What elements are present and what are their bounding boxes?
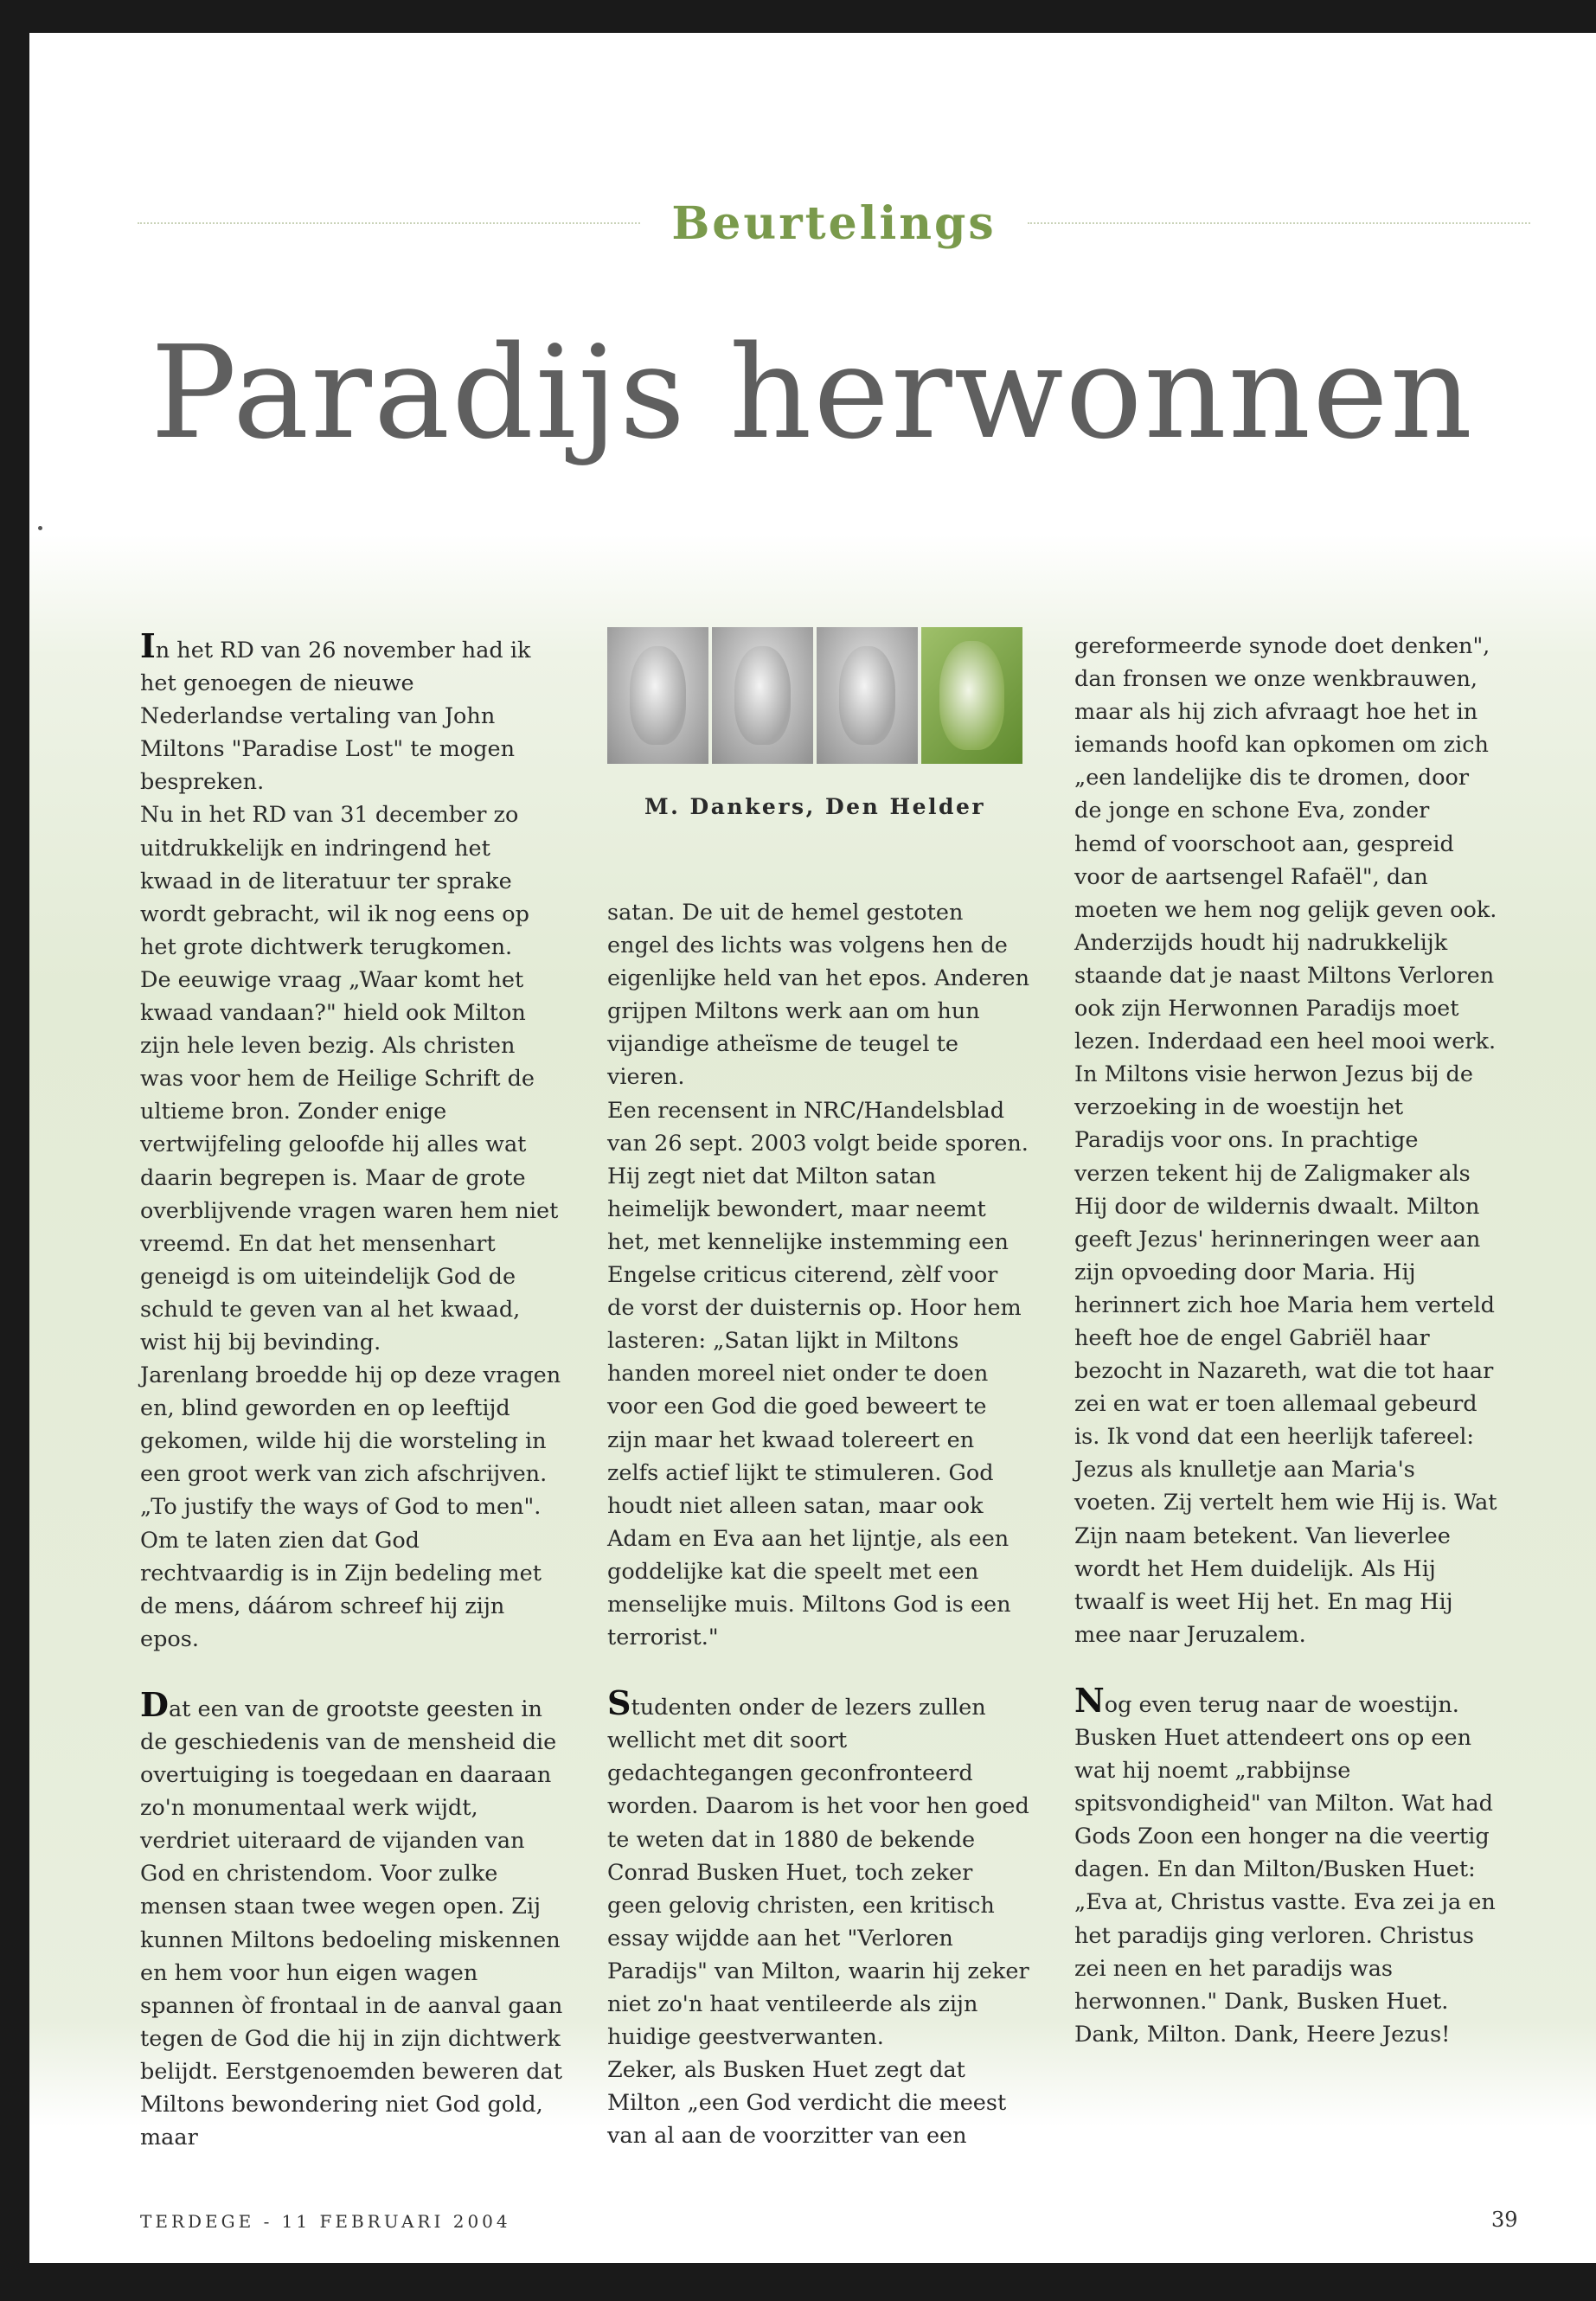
paragraph: In het RD van 26 november had ik het genoegen de nieuwe Nederlandse vertaling van John Miltons "Paradise Lost" te mogen bespreken.	[140, 626, 531, 796]
article-title: Paradijs herwonnen	[151, 318, 1475, 467]
section-kicker: Beurtelings	[671, 196, 997, 250]
paragraph: Nog even terug naar de woestijn. Busken Huet attendeert ons op een wat hij noemt „rabbijnse spitsvondigheid" van Milton. Wat had Gods Zoon een honger na die veertig dagen. En dan Milton/Busken Huet: „Eva at, Christus vastte. Eva zei ja en het paradijs ging verloren. Christus zei neen en het paradijs was herwonnen." Dank, Busken Huet. Dank, Milton. Dank, Heere Jezus!	[1074, 1680, 1496, 2048]
drop-cap: N	[1074, 1680, 1105, 1720]
paragraph: Dat een van de grootste geesten in de geschiedenis van de mensheid die overtuiging is toegedaan en daaraan zo'n monumentaal werk wijdt, verdriet uiteraard de vijanden van God en christendom. Voor zulke mensen staan twee wegen open. Zij kunnen Miltons bedoeling miskennen en hem voor hun eigen wagen spannen òf frontaal in de aanval gaan tegen de God die hij in zijn dichtwerk belijdt. Eerstgenoemden beweren dat Miltons bewondering niet God gold, maar	[140, 1684, 563, 2151]
paragraph: De eeuwige vraag „Waar komt het kwaad vandaan?" hield ook Milton zijn hele leven bezig. Als christen was voor hem de Heilige Schrift de ultieme bron. Zonder enige vertwijfeling geloofde hij alles wat daarin begrepen is. Maar de grote overblijvende vragen waren hem niet vreemd. En dat het mensenhart geneigd is om uiteindelijk God de schuld te geven van al het kwaad, wist hij bij bevinding.	[140, 966, 559, 1356]
paragraph: Jarenlang broedde hij op deze vragen en, blind geworden en op leeftijd gekomen, wilde hij die worsteling in een groot werk van zich afschrijven. „To justify the ways of God to men". Om te laten zien dat God rechtvaardig is in Zijn bedeling met de mens, dáárom schreef hij zijn epos.	[140, 1362, 561, 1652]
divider-right	[1028, 222, 1530, 224]
paragraph: Zeker, als Busken Huet zegt dat Milton „een God verdicht die meest van al aan de voorzitter van een	[607, 2057, 1007, 2150]
paragraph: Studenten onder de lezers zullen wellicht met dit soort gedachtegangen geconfronteerd worden. Daarom is het voor hen goed te weten dat in 1880 de bekende Conrad Busken Huet, toch zeker geen gelovig christen, een kritisch essay wijdde aan het "Verloren Paradijs" van Milton, waarin hij zeker niet zo'n haat ventileerde als zijn huidige geestverwanten.	[607, 1683, 1029, 2051]
divider-left	[138, 222, 640, 224]
portrait-photo-1	[607, 627, 708, 764]
portrait-photo-3	[817, 627, 918, 764]
portrait-photo-4	[921, 627, 1022, 764]
portrait-photo-2	[712, 627, 813, 764]
publication-footer: TERDEGE - 11 FEBRUARI 2004	[140, 2211, 511, 2232]
paragraph: Nu in het RD van 31 december zo uitdrukkelijk en indringend het kwaad in de literatuur ter sprake wordt gebracht, wil ik nog eens op het grote dichtwerk terugkomen.	[140, 802, 529, 960]
drop-cap: D	[140, 1684, 169, 1724]
article-column-3	[1074, 630, 1498, 2051]
author-byline: M. Dankers, Den Helder	[644, 794, 986, 819]
paragraph: satan. De uit de hemel gestoten engel des lichts was volgens hen de eigenlijke held van het epos. Anderen grijpen Miltons werk aan om hun vijandige atheïsme de teugel te vieren.	[607, 900, 1030, 1091]
drop-cap: S	[607, 1683, 631, 1723]
scan-mark	[38, 526, 42, 530]
paragraph: Een recensent in NRC/Handelsblad van 26 sept. 2003 volgt beide sporen. Hij zegt niet dat Milton satan heimelijk bewondert, maar neemt het, met kennelijke instemming een Engelse criticus citerend, zèlf voor de vorst der duisternis op. Hoor hem lasteren: „Satan lijkt in Miltons handen moreel niet onder te doen voor een God die goed beweert te zijn maar het kwaad tolereert en zelfs actief lijkt te stimuleren. God houdt niet alleen satan, maar ook Adam en Eva aan het lijntje, als een goddelijke kat die speelt met een menselijke muis. Miltons God is een terrorist."	[607, 1097, 1029, 1651]
author-photo-strip	[607, 627, 1022, 764]
article-column-1	[140, 626, 564, 2154]
page-number: 39	[1491, 2208, 1518, 2232]
section-header	[138, 189, 1530, 258]
paragraph: gereformeerde synode doet denken", dan fronsen we onze wenkbrauwen, maar als hij zich afvraagt hoe het in iemands hoofd kan opkomen om zich „een landelijke dis te dromen, door de jonge en schone Eva, zonder hemd of voorschoot aan, gespreid voor de aartsengel Rafaël", dan moeten we hem nog gelijk geven ook. Anderzijds houdt hij nadrukkelijk staande dat je naast Miltons Verloren ook zijn Herwonnen Paradijs moet lezen. Inderdaad een heel mooi werk. In Miltons visie herwon Jezus bij de verzoeking in de woestijn het Paradijs voor ons. In prachtige verzen tekent hij de Zaligmaker als Hij door de wildernis dwaalt. Milton geeft Jezus' herinneringen weer aan zijn opvoeding door Maria. Hij herinnert zich hoe Maria hem verteld heeft hoe de engel Gabriël haar bezocht in Nazareth, wat die tot haar zei en wat er toen allemaal gebeurd is. Ik vond dat een heerlijk tafereel: Jezus als knulletje aan Maria's voeten. Zij vertelt hem wie Hij is. Wat Zijn naam betekent. Van lieverlee wordt het Hem duidelijk. Als Hij twaalf is weet Hij het. En mag Hij mee naar Jeruzalem.	[1074, 633, 1497, 1648]
magazine-page	[29, 33, 1596, 2263]
drop-cap: I	[140, 626, 156, 665]
